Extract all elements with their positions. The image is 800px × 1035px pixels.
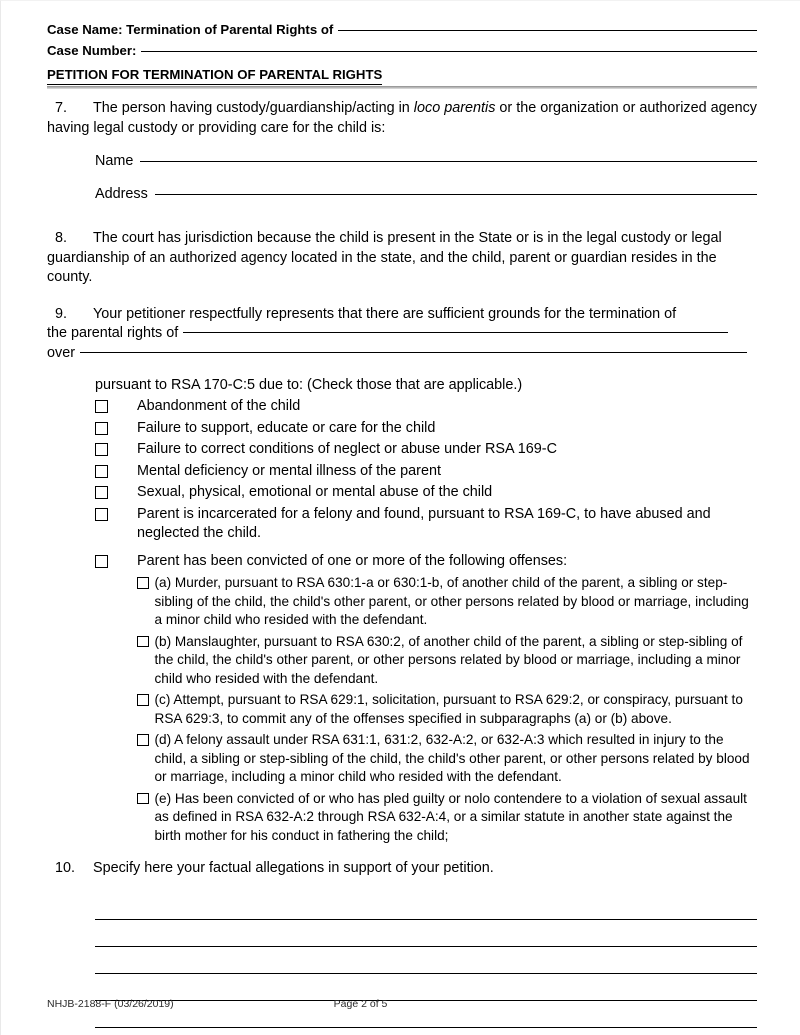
checkbox-section-intro: pursuant to RSA 170-C:5 due to: (Check those that are applicable.) [95,377,523,393]
allegations-line-4[interactable] [95,974,757,1001]
page-title: PETITION FOR TERMINATION OF PARENTAL RIGHTS [47,67,382,85]
checkbox-row-offense-d[interactable] [137,731,757,787]
offenses-checkbox-list [47,574,757,845]
checkbox-label-abandonment: Abandonment of the child [137,398,301,414]
item-8-text [47,229,757,288]
item-7-text-part2: or the organization or authorized agency having legal custody or providing care for the child is: [47,100,758,136]
checkbox-row-failure-to-support[interactable] [95,419,757,439]
item-10 [47,859,757,879]
checkbox-offense-d[interactable] [137,734,149,746]
item-9-parental-rights-label: the parental rights of [47,325,179,341]
checkbox-offense-c[interactable] [137,694,149,706]
checkbox-offense-a[interactable] [137,577,149,589]
checkbox-row-incarcerated[interactable] [95,505,757,544]
checkbox-label-offense-d: (d) A felony assault under RSA 631:1, 631:2, 632-A:2, or 632-A:3 which resulted in injury to the child, a sibling or step-sibling of the child, the child's other parent, or other persons related by blood or marriage, including a minor child who resided with the defendant. [154,732,750,784]
allegations-line-2[interactable] [95,920,757,947]
checkbox-convicted[interactable] [95,555,108,568]
checkbox-label-mental-deficiency: Mental deficiency or mental illness of the parent [137,462,441,479]
checkbox-label-offense-c: (c) Attempt, pursuant to RSA 629:1, solicitation, pursuant to RSA 629:2, or conspiracy, pursuant to RSA 629:3, to commit any of the offenses specified in subparagraphs (a) or (b) above. [154,692,743,726]
checkbox-row-convicted[interactable] [95,552,757,572]
checkbox-label-offense-e: (e) Has been convicted of or who has pled guilty or nolo contendere to a violation of sexual assault as defined in RSA 632-A:2 through RSA 632-A:4, or a similar statute in another state against the birth mother for his conduct in fathering the child; [154,790,747,843]
checkbox-label-convicted: Parent has been convicted of one or more of the following offenses: [137,552,568,569]
item-7-text [47,99,757,138]
item-8-number: 8. [55,230,68,246]
checkbox-row-mental-deficiency[interactable] [95,462,757,482]
case-number-input-line[interactable] [141,51,757,52]
page-number: Page 2 of 5 [333,998,388,1010]
name-label: Name [95,153,134,169]
name-input-line[interactable] [140,161,757,162]
checkbox-offense-e[interactable] [137,793,149,805]
item-10-number: 10. [55,860,76,876]
document-title-block [47,66,757,85]
item-7 [47,99,757,138]
item-7-number: 7. [55,100,68,116]
checkbox-row-offense-b[interactable] [137,633,757,689]
case-number-row [47,42,757,59]
over-input-line[interactable] [80,352,747,353]
item-7-text-italic: loco parentis [413,100,496,116]
allegations-line-1[interactable] [95,893,757,920]
checkbox-label-offense-b: (b) Manslaughter, pursuant to RSA 630:2, of another child of the parent, a sibling or step-sibling of the child, the child's other parent, or other persons related by blood or marriage, including a minor child who resided with the defendant. [154,633,743,686]
item-9-line-2 [47,324,757,344]
checkbox-abuse[interactable] [95,486,108,499]
grounds-checkbox-list [47,397,757,845]
page-footer [47,998,757,1010]
case-name-row [47,21,757,38]
checkbox-offense-b[interactable] [137,636,149,648]
checkbox-abandonment[interactable] [95,400,108,413]
checkbox-failure-to-support[interactable] [95,422,108,435]
allegations-line-3[interactable] [95,947,757,974]
item-7-text-part1: The person having custody/guardianship/acting in [93,100,414,116]
case-name-label: Case Name: Termination of Parental Rights of [47,22,334,37]
address-input-line[interactable] [155,194,757,195]
form-number: NHJB-2188-F (03/26/2019) [47,998,174,1010]
checkbox-mental-deficiency[interactable] [95,465,108,478]
item-9-line-1 [47,305,757,325]
item-10-text [47,859,757,879]
checkbox-row-failure-to-correct[interactable] [95,440,757,460]
name-field-row [95,152,757,171]
checkbox-label-offense-a: (a) Murder, pursuant to RSA 630:1-a or 630:1-b, of another child of the parent, a sibling or step-sibling of the child, the child's other parent, or other persons related by blood or marriage, including a minor child who resided with the defendant. [154,575,749,627]
item-8 [47,229,757,288]
checkbox-row-abuse[interactable] [95,483,757,503]
parental-rights-input-line[interactable] [183,332,728,333]
address-label: Address [95,186,148,202]
checkbox-row-offense-c[interactable] [137,691,757,728]
case-number-label: Case Number: [47,43,137,58]
item-10-body: Specify here your factual allegations in support of your petition. [93,860,494,876]
checkbox-row-offense-a[interactable] [137,574,757,630]
item-8-body: The court has jurisdiction because the child is present in the State or is in the legal custody or legal guardianship of an authorized agency located in the state, and the child, parent or guardian resides in the county. [47,230,722,285]
checkbox-incarcerated[interactable] [95,508,108,521]
checkbox-failure-to-correct[interactable] [95,443,108,456]
title-divider-rule [47,86,757,89]
checkbox-label-abuse: Sexual, physical, emotional or mental abuse of the child [137,484,493,500]
checkbox-label-incarcerated: Parent is incarcerated for a felony and found, pursuant to RSA 169-C, to have abused and neglected the child. [137,505,711,541]
item-9-over-label: over [47,344,75,361]
page-content [47,21,757,1028]
item-9-body: Your petitioner respectfully represents that there are sufficient grounds for the termination of [93,305,677,322]
item-9-number: 9. [55,305,68,322]
item-9 [47,305,757,364]
checkbox-label-failure-to-support: Failure to support, educate or care for the child [137,419,436,436]
item-9-line-3 [47,344,757,364]
checkbox-label-failure-to-correct: Failure to correct conditions of neglect or abuse under RSA 169-C [137,441,557,457]
checkbox-row-offense-e[interactable] [137,790,757,846]
case-name-input-line[interactable] [338,30,757,31]
checkbox-row-abandonment[interactable] [95,397,757,417]
address-field-row [95,185,757,204]
